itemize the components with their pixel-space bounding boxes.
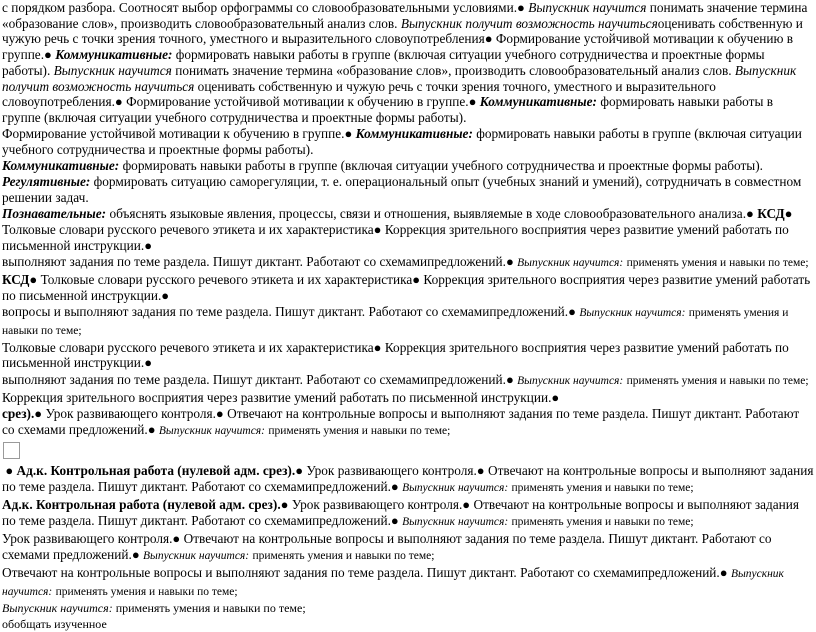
outcome-label: Выпускник научится [53,62,172,78]
text-run: формировать навыки работы в группе (включая ситуации учебного сотрудничества и проектные формы работы). [122,158,763,174]
outcome-label: Выпускник научится: [143,550,250,562]
outcome-label: Выпускник научится: [517,374,624,387]
text-run: применять умения и навыки по теме; [268,424,451,437]
paragraph-10 [2,372,814,390]
text-run: применять умения и навыки по теме; [511,482,694,495]
paragraph-12 [2,406,814,439]
text-run: оценивать собственную и чужую речь с точки зрения точного, уместного и выразительного словоупотребления. [2,78,716,110]
text-run: выполняют задания по теме раздела. Пишут диктант. Работают со схемамипредложений. [2,253,506,269]
text-run: Коррекция зрительного восприятия через развитие умений работать по письменной инструкции. [2,389,552,405]
text-run: применять умения и навыки по теме; [626,256,809,269]
paragraph-8 [2,304,814,339]
bullet: ● [114,94,123,110]
text-run: применять умения и навыки по теме; [511,516,694,529]
bullet: ● [29,271,38,287]
text-run: Отвечают на контрольные вопросы и выполняют задания по теме раздела. Пишут диктант. Работают со схемамипредложений. [2,565,720,581]
paragraph-6 [2,254,814,272]
ksd-label: КСД [757,206,785,222]
outcome-label: Выпускник научится: [579,306,686,319]
outcome-label: Выпускник научится [528,0,647,15]
paragraph-17 [2,601,814,616]
outcome-label: Выпускник научится: [517,256,624,269]
bullet: ● [131,547,140,562]
text-run: Урок развивающего контроля. [306,463,477,479]
text-run: Отвечают на контрольные вопросы и выполняют задания по теме раздела. Пишут диктант. Работают со схемами предложений. [2,531,772,562]
paragraph-14 [2,497,814,530]
paragraph-2 [2,126,814,157]
text-run: понимать значение термина «образование слов», производить словообразовательный анализ слов. [171,62,732,78]
bullet: ● [784,206,793,222]
bullet: ● [344,126,353,142]
text-run: обобщать изученное [2,616,107,631]
bullet: ● [5,463,14,479]
paragraph-5 [2,206,814,253]
text-run: понимать значение термина «образование слов», производить словообразовательный анализ слов. [2,0,808,31]
bullet: ● [390,479,399,495]
outcome-label: Выпускник научится: [402,482,509,495]
outcome-label: Выпускник научится: [402,516,509,529]
outcome-label: Выпускник научится: [2,601,113,616]
bullet: ● [505,371,514,387]
empty-cell-box [3,442,20,459]
bullet: ● [505,253,514,269]
paragraph-13 [2,463,814,496]
text-run: Формирование устойчивой мотивации к обучению в группе. [2,31,794,63]
bullet: ● [412,271,421,287]
bullet: ● [161,287,170,303]
paragraph-9 [2,340,814,371]
bullet: ● [373,339,382,355]
text-run: применять умения и навыки по теме; [252,550,435,562]
bullet: ● [144,355,153,371]
possibility-label: Выпускник получит возможность научиться [2,62,797,94]
text-run: Отвечают на контрольные вопросы и выполняют задания по теме раздела. Пишут диктант. Работают со схемами предложений. [2,406,800,437]
bullet: ● [468,94,477,110]
text-run: Толковые словари русского речевого этикета и их характеристика [2,339,374,355]
text-run: Урок развивающего контроля. [45,406,216,422]
bullet: ● [144,237,153,253]
bullet: ● [34,406,43,422]
paragraph-16 [2,565,814,600]
text-run: Формирование устойчивой мотивации к обучению в группе. [126,94,469,110]
outcome-label: Выпускник научится: [158,424,265,437]
text-run: применять умения и навыки по теме; [2,306,789,337]
paragraph-7 [2,272,814,303]
text-run: Урок развивающего контроля. [2,531,173,547]
text-run: Формирование устойчивой мотивации к обучению в группе. [2,126,345,142]
text-run: Урок развивающего контроля. [291,497,463,513]
bullet: ● [517,0,525,15]
paragraph-15 [2,531,814,564]
text-run: с порядком разбора. Соотносят выбор орфограммы со словообразовательными условиями. [2,0,518,15]
bullet: ● [568,303,576,319]
text-run: Коррекция зрительного восприятия через развитие умений работать по письменной инструкции. [2,271,811,303]
communicative-label: Коммуникативные: [55,47,173,63]
bullet: ● [295,463,304,479]
communicative-label: Коммуникативные: [2,158,120,174]
text-run: формировать ситуацию саморегуляции, т. е. операциональный опыт (учебных знаний и умений), сотрудничать в совместном решении задач. [2,174,802,205]
bullet: ● [390,513,399,529]
bullet: ● [462,497,471,513]
control-title: Ад.к. Контрольная работа (нулевой адм. срез). [2,497,281,513]
text-run: Отвечают на контрольные вопросы и выполняют задания по теме раздела. Пишут диктант. Работают со схемамипредложений. [2,497,800,529]
srez-label: срез). [2,406,35,422]
bullet: ● [147,421,156,437]
paragraph-4 [2,174,814,205]
outcome-label: Выпускник научится: [2,568,784,598]
text-run: формировать навыки работы в группе (включая ситуации учебного сотрудничества и проектные формы работы). [2,47,765,78]
text-run: применять умения и навыки по теме; [115,601,306,616]
paragraph-3 [2,158,814,174]
cognitive-label: Познавательные: [2,206,107,222]
bullet: ● [215,406,224,422]
text-run: применять умения и навыки по теме; [55,585,238,598]
text-run: оценивать собственную и чужую речь с точки зрения точного, уместного и выразительного словоупотребления [2,15,803,47]
text-run: Толковые словари русского речевого этикета и их характеристика [37,271,413,287]
text-run: Коррекция зрительного восприятия через развитие умений работать по письменной инструкции. [2,221,789,253]
text-run: вопросы и выполняют задания по теме раздела. Пишут диктант. Работают со схемамипредложений. [2,303,569,319]
bullet: ● [280,497,289,513]
bullet: ● [551,389,560,405]
bullet: ● [719,565,728,581]
text-run: Толковые словари русского речевого этикета и их характеристика [2,221,374,237]
regulative-label: Регулятивные: [2,174,91,190]
bullet: ● [484,31,493,47]
bullet: ● [172,531,181,547]
text-run: Коррекция зрительного восприятия через развитие умений работать по письменной инструкции. [2,339,789,371]
text-run: объяснять языковые явления, процессы, связи и отношения, выявляемые в ходе словообразовательного анализа. [109,206,747,222]
text-run: Отвечают на контрольные вопросы и выполняют задания по теме раздела. Пишут диктант. Работают со схемамипредложений. [2,463,814,495]
text-run: формировать навыки работы в группе (включая ситуации учебного сотрудничества и проектные формы работы). [2,94,773,125]
text-run: применять умения и навыки по теме; [626,374,809,387]
text-run: выполняют задания по теме раздела. Пишут диктант. Работают со схемамипредложений. [2,371,506,387]
bullet: ● [44,47,52,63]
bullet: ● [746,206,754,222]
paragraph-18 [2,617,814,632]
paragraph-1 [2,0,814,126]
control-title: Ад.к. Контрольная работа (нулевой адм. срез). [16,463,296,479]
bullet: ● [373,221,382,237]
ksd-label: КСД [2,271,30,287]
possibility-label: Выпускник получит возможность научиться [400,15,658,31]
text-run: формировать навыки работы в группе (включая ситуации учебного сотрудничества и проектные формы работы). [2,126,802,157]
paragraph-11 [2,390,814,406]
communicative-label: Коммуникативные: [355,126,473,142]
bullet: ● [476,463,485,479]
communicative-label: Коммуникативные: [479,94,597,110]
